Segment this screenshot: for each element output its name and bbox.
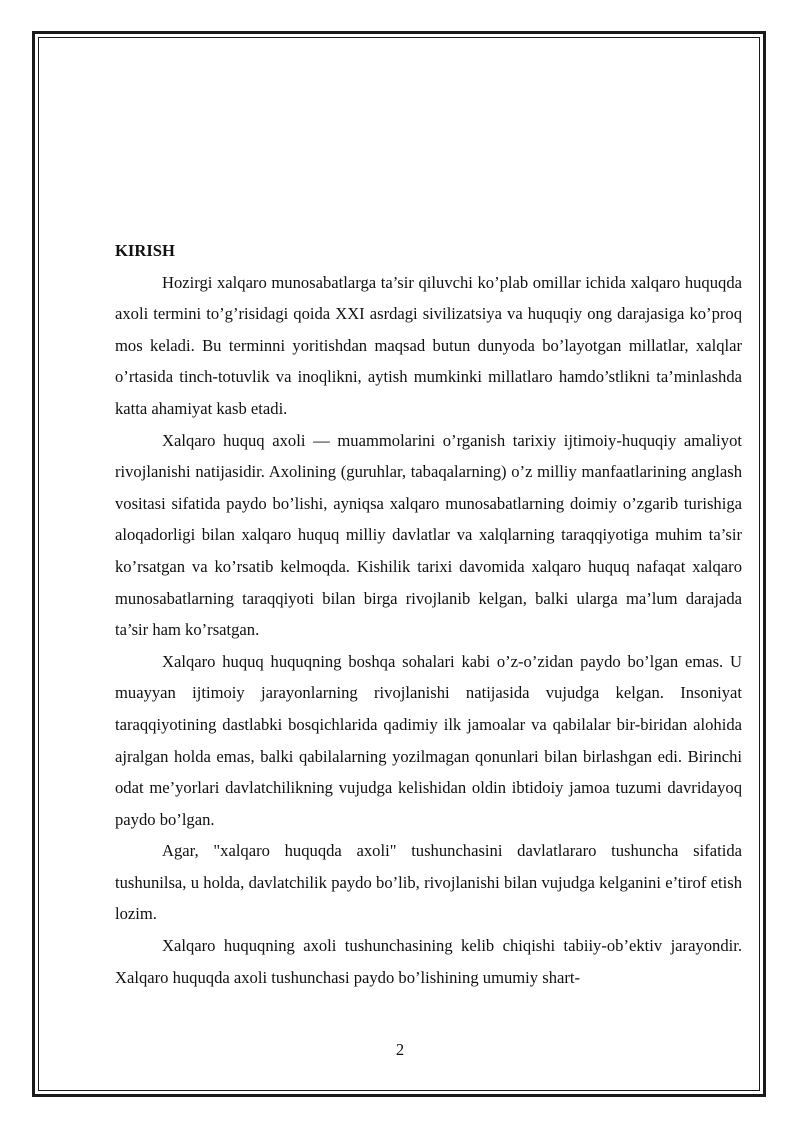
paragraph-4: Agar, "xalqaro huquqda axoli" tushunchasini davlatlararo tushuncha sifatida tushunilsa, u holda, davlatchilik paydo bo’lib, rivojlanishi bilan vujudga kelganini e’tirof etish lozim. (115, 841, 742, 924)
paragraph-5: Xalqaro huquqning axoli tushunchasining kelib chiqishi tabiiy-ob’ektiv jarayondir. Xalqaro huquqda axoli tushunchasi paydo bo’lishining umumiy shart- (115, 936, 742, 987)
paragraph-3: Xalqaro huquq huquqning boshqa sohalari kabi o’z-o’zidan paydo bo’lgan emas. U muayyan ijtimoiy jarayonlarning rivojlanishi natijasida vujudga kelgan. Insoniyat taraqqiyotining dastlabki bosqichlarida qadimiy ilk jamoalar va qabilalar bir-biridan alohida ajralgan holda emas, balki qabilalarning yozilmagan qonunlari bilan birlashgan edi. Birinchi odat me’yorlari davlatchilikning vujudga kelishidan oldin ibtidoiy jamoa tuzumi davridayoq paydo bo’lgan. (115, 651, 742, 829)
paragraph-2: Xalqaro huquq axoli — muammolarini o’rganish tarixiy ijtimoiy-huquqiy amaliyot rivojlanishi natijasidir. Axolining (guruhlar, tabaqalarning) o’z milliy manfaatlarining anglash vositasi sifatida paydo bo’lishi, ayniqsa xalqaro munosabatlarning doimiy o’zgarib turishiga aloqadorligi bilan xalqaro huquq milliy davlatlar va xalqlarning taraqqiyotiga muhim ta’sir ko’rsatgan va ko’rsatib kelmoqda. Kishilik tarixi davomida xalqaro huquq nafaqat xalqaro munosabatlarning taraqqiyoti bilan birga rivojlanib kelgan, balki ularga ma’lum darajada ta’sir ham ko’rsatgan. (115, 430, 742, 640)
section-heading: KIRISH (115, 241, 175, 260)
document-body (115, 235, 742, 993)
paragraph-1: Hozirgi xalqaro munosabatlarga ta’sir qiluvchi ko’plab omillar ichida xalqaro huquqda axoli termini to’g’risidagi qoida XXI asrdagi sivilizatsiya va huquqiy ong darajasiga ko’proq mos keladi. Bu terminni yoritishdan maqsad butun dunyoda bo’layotgan millatlar, xalqlar o’rtasida tinch-totuvlik va inoqlikni, aytish mumkinki millatlaro hamdo’stlikni ta’minlashda katta ahamiyat kasb etadi. (115, 272, 742, 418)
page-number: 2 (395, 1040, 405, 1059)
